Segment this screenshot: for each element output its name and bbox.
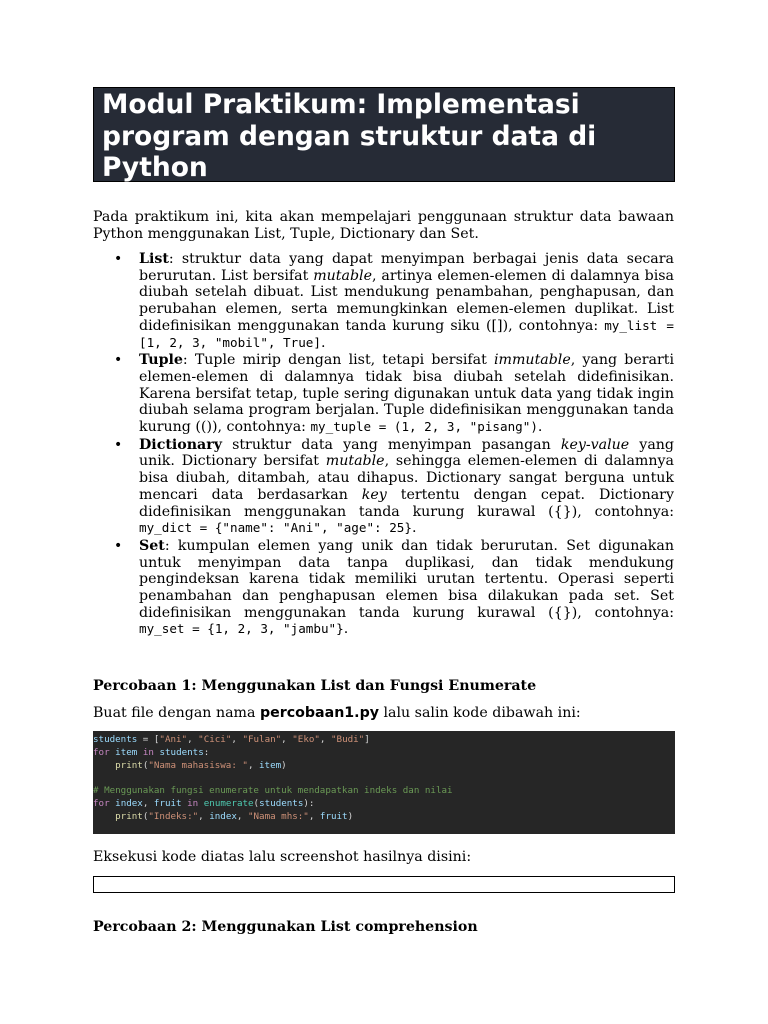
term-dictionary: Dictionary <box>139 436 222 453</box>
list-item-set <box>93 538 674 638</box>
percobaan1-heading: Percobaan 1: Menggunakan List dan Fungsi Enumerate <box>93 678 537 694</box>
item-emphasis: key <box>361 486 387 503</box>
bullet-icon: • <box>114 352 123 369</box>
item-text: tertentu dengan cepat. Dictionary didefinisikan menggunakan tanda kurung kurawal ({}), contohnya: <box>139 486 674 520</box>
item-text: : struktur data yang dapat menyimpan berbagai jenis data secara berurutan. List bersifat <box>139 251 674 284</box>
instruction-text: Buat file dengan nama <box>93 705 260 721</box>
code-example: my_list = [1, 2, 3, "mobil", True] <box>139 317 674 350</box>
item-emphasis: mutable <box>325 453 385 470</box>
item-text: : Tuple mirip dengan list, tetapi bersifat <box>182 352 494 369</box>
item-emphasis: key-value <box>560 436 630 453</box>
bullet-icon: • <box>114 251 123 267</box>
code-line: print("Nama mahasiswa: ", item) <box>115 759 287 771</box>
item-emphasis: mutable <box>313 267 372 284</box>
list-item-list <box>93 251 674 351</box>
code-example: my_dict = {"name": "Ani", "age": 25} <box>139 520 412 536</box>
item-text: , artinya elemen-elemen di dalamnya bisa diubah setelah dibuat. List mendukung penambahan, penghapusan, dan perubahan elemen, serta memungkinkan elemen-elemen duplikat. List didefinisikan menggunakan tanda kurung siku ([]), contohnya: <box>139 267 674 334</box>
code-line <box>93 772 675 785</box>
filename: percobaan1.py <box>259 705 379 721</box>
list-item-dictionary <box>93 437 674 537</box>
page-title: Modul Praktikum: Implementasi program dengan struktur data di Python <box>102 89 597 183</box>
percobaan1-instruction <box>93 705 581 722</box>
intro-paragraph: Pada praktikum ini, kita akan mempelajari penggunaan struktur data bawaan Python menggunakan List, Tuple, Dictionary dan Set. <box>93 209 674 242</box>
code-line: for item in students: <box>93 746 210 758</box>
execute-instruction: Eksekusi kode diatas lalu screenshot hasilnya disini: <box>93 849 472 865</box>
instruction-text: lalu salin kode dibawah ini: <box>378 705 581 721</box>
title-box <box>93 87 675 182</box>
item-text: , sehingga elemen-elemen di dalamnya bisa diubah, ditambah, atau dihapus. Dictionary sangat berguna untuk mencari data berdasarkan <box>139 453 674 503</box>
term-tuple: Tuple <box>139 352 183 369</box>
code-line: for index, fruit in enumerate(students): <box>93 797 315 809</box>
code-example: my_set = {1, 2, 3, "jambu"} <box>139 621 344 637</box>
code-example: my_tuple = (1, 2, 3, "pisang") <box>310 419 538 435</box>
item-end: . <box>537 419 543 436</box>
item-end: . <box>320 334 326 351</box>
code-block <box>93 731 675 834</box>
code-line: students = ["Ani", "Cici", "Fulan", "Eko", "Budi"] <box>93 734 370 745</box>
item-end: . <box>343 621 349 638</box>
item-emphasis: immutable <box>493 352 571 369</box>
item-end: . <box>411 520 417 537</box>
item-text: struktur data yang menyimpan pasangan <box>221 436 561 453</box>
code-line: print("Indeks:", index, "Nama mhs:", fruit) <box>115 810 354 822</box>
list-item-tuple <box>93 352 674 436</box>
code-line: # Menggunakan fungsi enumerate untuk mendapatkan indeks dan nilai <box>93 785 453 797</box>
bullet-icon: • <box>114 436 123 453</box>
term-list: List <box>139 251 169 267</box>
definition-list <box>93 251 674 639</box>
item-text: , yang berarti elemen-elemen di dalamnya tidak bisa diubah setelah didefinisikan. Karena bersifat tetap, tuple sering digunakan untuk data yang tidak ingin diubah selama program berjalan. Tuple didefinisikan menggunakan tanda kurung (()), contohnya: <box>139 352 674 436</box>
bullet-icon: • <box>114 537 123 554</box>
item-text: yang unik. Dictionary bersifat <box>139 436 674 470</box>
percobaan2-heading: Percobaan 2: Menggunakan List comprehension <box>93 919 478 935</box>
term-set: Set <box>139 537 165 554</box>
screenshot-placeholder-box <box>93 876 675 893</box>
item-text: : kumpulan elemen yang unik dan tidak berurutan. Set digunakan untuk menyimpan data tanpa duplikasi, dan tidak mendukung pengindeksan karena tidak memiliki urutan tertentu. Operasi seperti penambahan dan penghapusan elemen bisa dilakukan pada set. Set didefinisikan menggunakan tanda kurung kurawal ({}), contohnya: <box>139 537 674 621</box>
